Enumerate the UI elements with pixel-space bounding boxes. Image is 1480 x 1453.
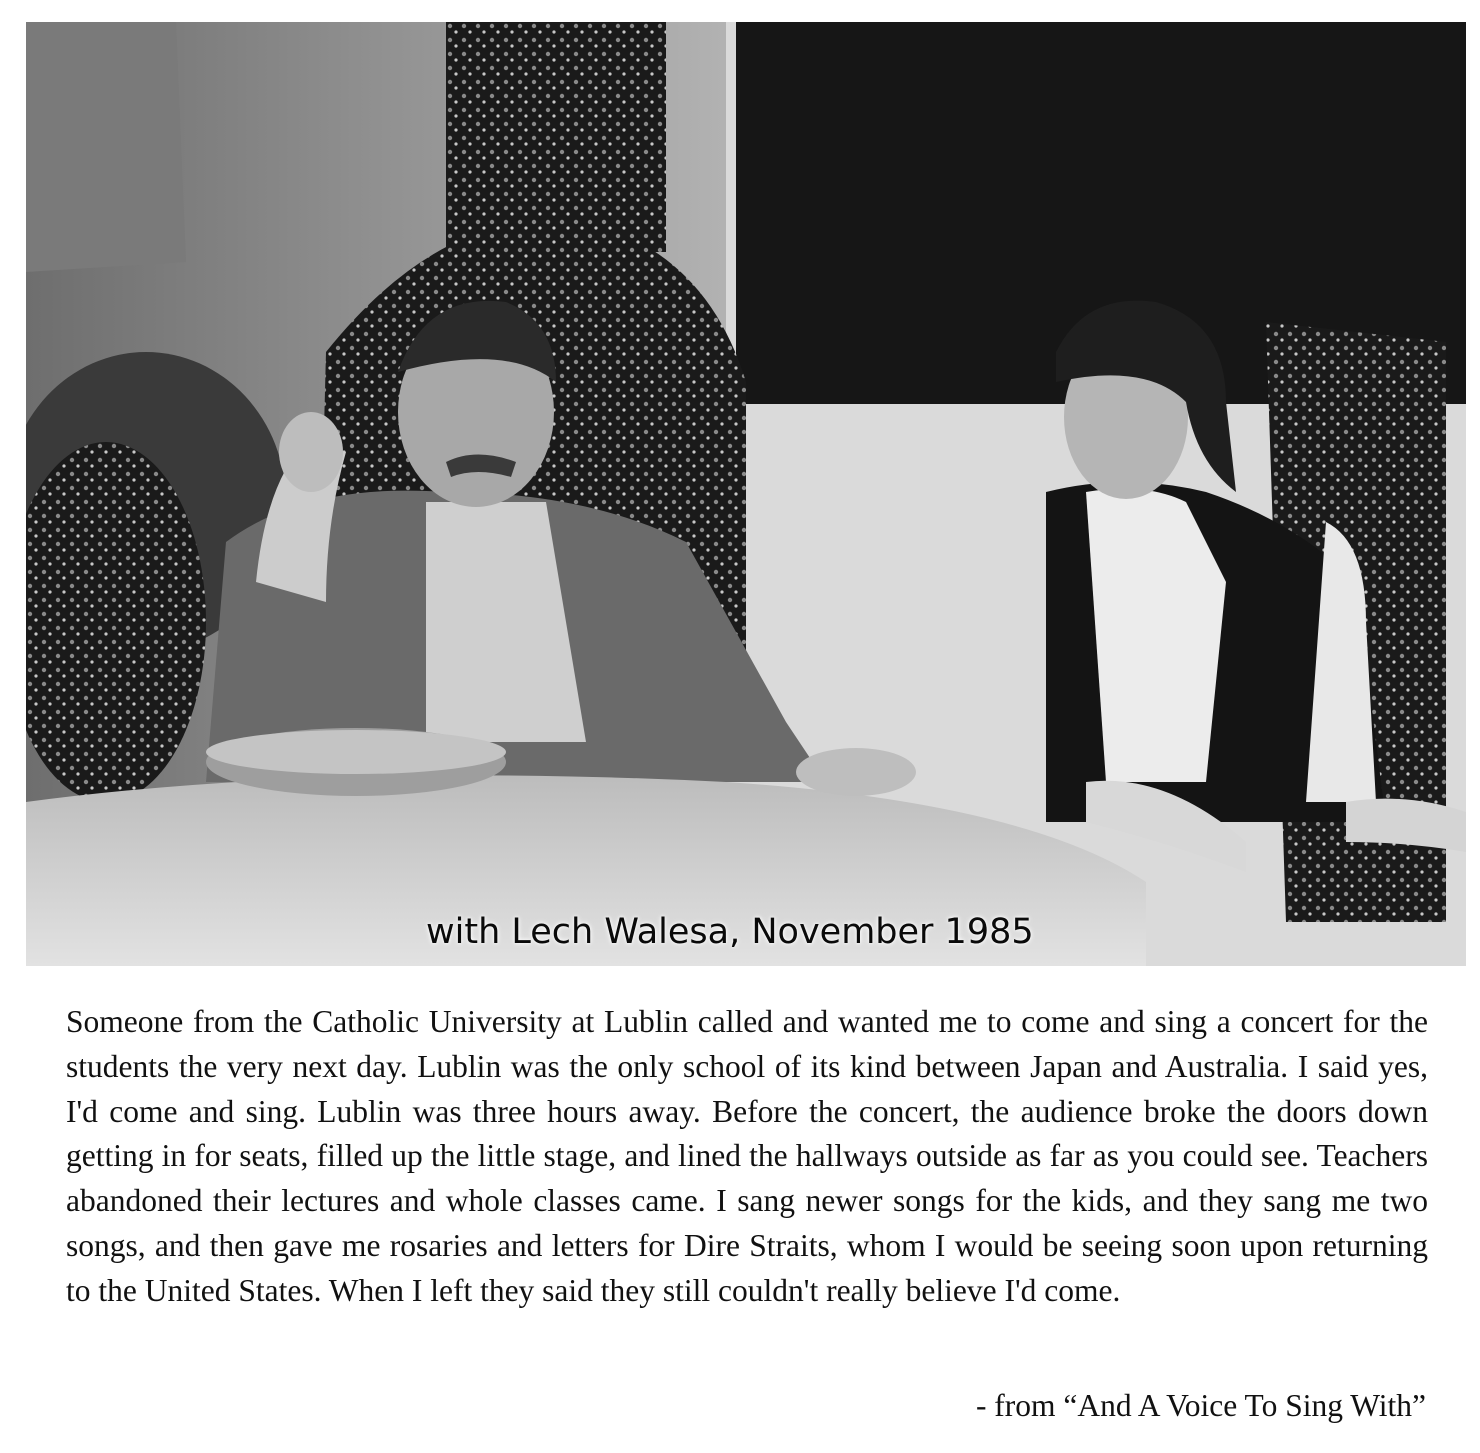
source-attribution: - from “And A Voice To Sing With”	[975, 1388, 1426, 1423]
photograph-illustration	[26, 22, 1466, 966]
photo-caption: with Lech Walesa, November 1985	[426, 912, 1034, 952]
photograph	[26, 22, 1466, 966]
story-paragraph: Someone from the Catholic University at Lublin called and wanted me to come and sing a concert for the students the very next day. Lublin was the only school of its kind between Japan and Australia. I said yes, I'd come and sing. Lublin was three hours away. Before the concert, the audience broke the doors down getting in for seats, filled up the little stage, and lined the hallways outside as far as you could see. Teachers abandoned their lectures and whole classes came. I sang newer songs for the kids, and they sang me two songs, and then gave me rosaries and letters for Dire Straits, whom I would be seeing soon upon returning to the United States. When I left they said they still couldn't really believe I'd come.	[66, 1004, 1428, 1308]
